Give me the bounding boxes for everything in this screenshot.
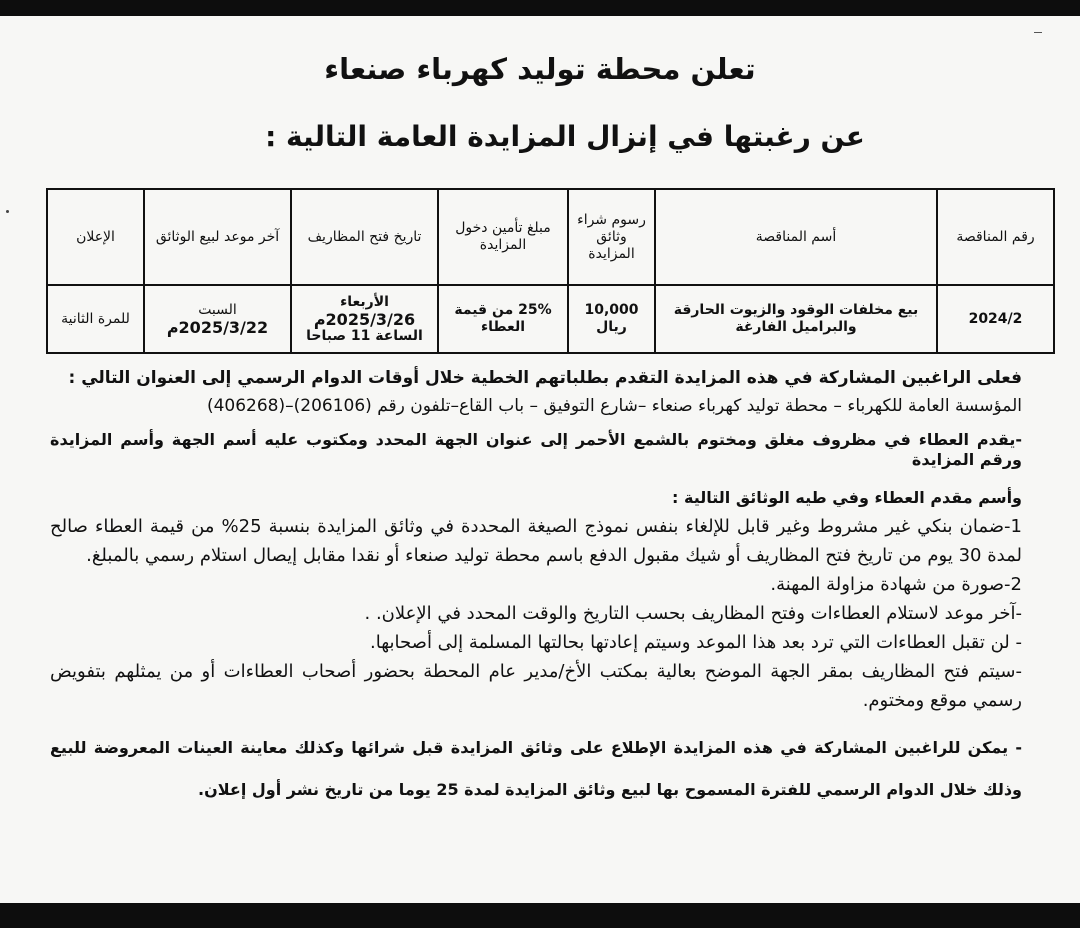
header-insurance-amount: مبلغ تأمين دخول المزايدة	[438, 189, 568, 285]
table-header-row	[47, 189, 1054, 285]
scan-dot	[6, 210, 9, 213]
item-license-copy: 2-صورة من شهادة مزاولة المهنة.	[770, 574, 1022, 595]
header-tender-number: رقم المناقصة	[937, 189, 1054, 285]
cell-tender-number: 2024/2	[937, 285, 1054, 353]
documents-heading: وأسم مقدم العطاء وفي طيه الوثائق التالية :	[672, 488, 1022, 507]
submission-paragraph: -يقدم العطاء في مظروف مغلق ومختوم بالشمع الأحمر إلى عنوان الجهة المحدد ومكتوب عليه أسم الجهة وأسم المزايدة ورقم المزايدة	[50, 430, 1022, 469]
bottom-black-border	[0, 903, 1080, 928]
table-row	[47, 285, 1054, 353]
cell-document-fee	[568, 285, 655, 353]
cell-insurance-amount: 25% من قيمة العطاء	[438, 285, 568, 353]
note-late-bids: - لن تقبل العطاءات التي ترد بعد هذا الموعد وسيتم إعادتها بحالتها المسلمة إلى أصحابها.	[370, 632, 1022, 653]
address-paragraph: المؤسسة العامة للكهرباء – محطة توليد كهرباء صنعاء –شارع التوفيق – باب القاع–تلفون رقم (206106)–(406268)	[206, 396, 1022, 416]
cell-announcement: للمرة الثانية	[47, 285, 144, 353]
fee-currency: ريال	[596, 319, 627, 335]
intro-paragraph: فعلى الراغبين المشاركة في هذه المزايدة التقدم بطلباتهم الخطية خلال أوقات الدوام الرسمي إلى العنوان التالي :	[68, 368, 1022, 388]
opening-time: الساعة 11 صباحا	[306, 327, 423, 344]
cell-sale-deadline	[144, 285, 291, 353]
note-deadline: -آخر موعد لاستلام العطاءات وفتح المظاريف بحسب التاريخ والوقت المحدد في الإعلان. .	[364, 603, 1022, 624]
deadline-day: السبت	[198, 302, 237, 318]
header-document-fee: رسوم شراء وثائق المزايدة	[568, 189, 655, 285]
opening-date: 2025/3/26م	[313, 309, 416, 329]
tender-table	[46, 188, 1055, 354]
cell-opening-date	[291, 285, 438, 353]
deadline-date: 2025/3/22م	[166, 318, 269, 337]
announcement-title: تعلن محطة توليد كهرباء صنعاء	[324, 52, 756, 86]
note-document-review: - يمكن للراغبين المشاركة في هذه المزايدة الإطلاع على وثائق المزايدة قبل شرائها وكذلك معاينة العينات المعروضة للبيع وذلك خلال الدوام الرسمي للفترة المسموح بها لبيع وثائق المزايدة لمدة 25 يوما من تاريخ نشر أول إعلان.	[50, 738, 1022, 799]
header-tender-name: أسم المناقصة	[655, 189, 937, 285]
header-sale-deadline: آخر موعد لبيع الوثائق	[144, 189, 291, 285]
fee-amount: 10,000	[584, 302, 639, 318]
header-announcement: الإعلان	[47, 189, 144, 285]
cell-tender-name: بيع مخلفات الوقود والزيوت الحارقة والبراميل الفارغة	[655, 285, 937, 353]
top-black-border	[0, 0, 1080, 16]
scan-mark	[1034, 32, 1042, 33]
note-envelope-opening: -سيتم فتح المظاريف بمقر الجهة الموضح بعالية بمكتب الأخ/مدير عام المحطة بحضور أصحاب العطاءات أو من يمثلهم بتفويض رسمي موقع ومختوم.	[50, 661, 1022, 711]
document-page	[0, 16, 1080, 903]
item-bank-guarantee: 1-ضمان بنكي غير مشروط وغير قابل للإلغاء بنفس نموذج الصيغة المحددة في وثائق المزايدة بنسبة 25% من قيمة العطاء صالح لمدة 30 يوم من تاريخ فتح المظاريف أو شيك مقبول الدفع باسم محطة توليد صنعاء أو نقدا مقابل إيصال استلام رسمي بالمبلغ.	[50, 516, 1022, 566]
announcement-subtitle: عن رغبتها في إنزال المزايدة العامة التالية :	[265, 120, 865, 153]
announcement-body	[50, 368, 1022, 811]
opening-day: الأربعاء	[340, 293, 389, 310]
header-opening-date: تاريخ فتح المظاريف	[291, 189, 438, 285]
